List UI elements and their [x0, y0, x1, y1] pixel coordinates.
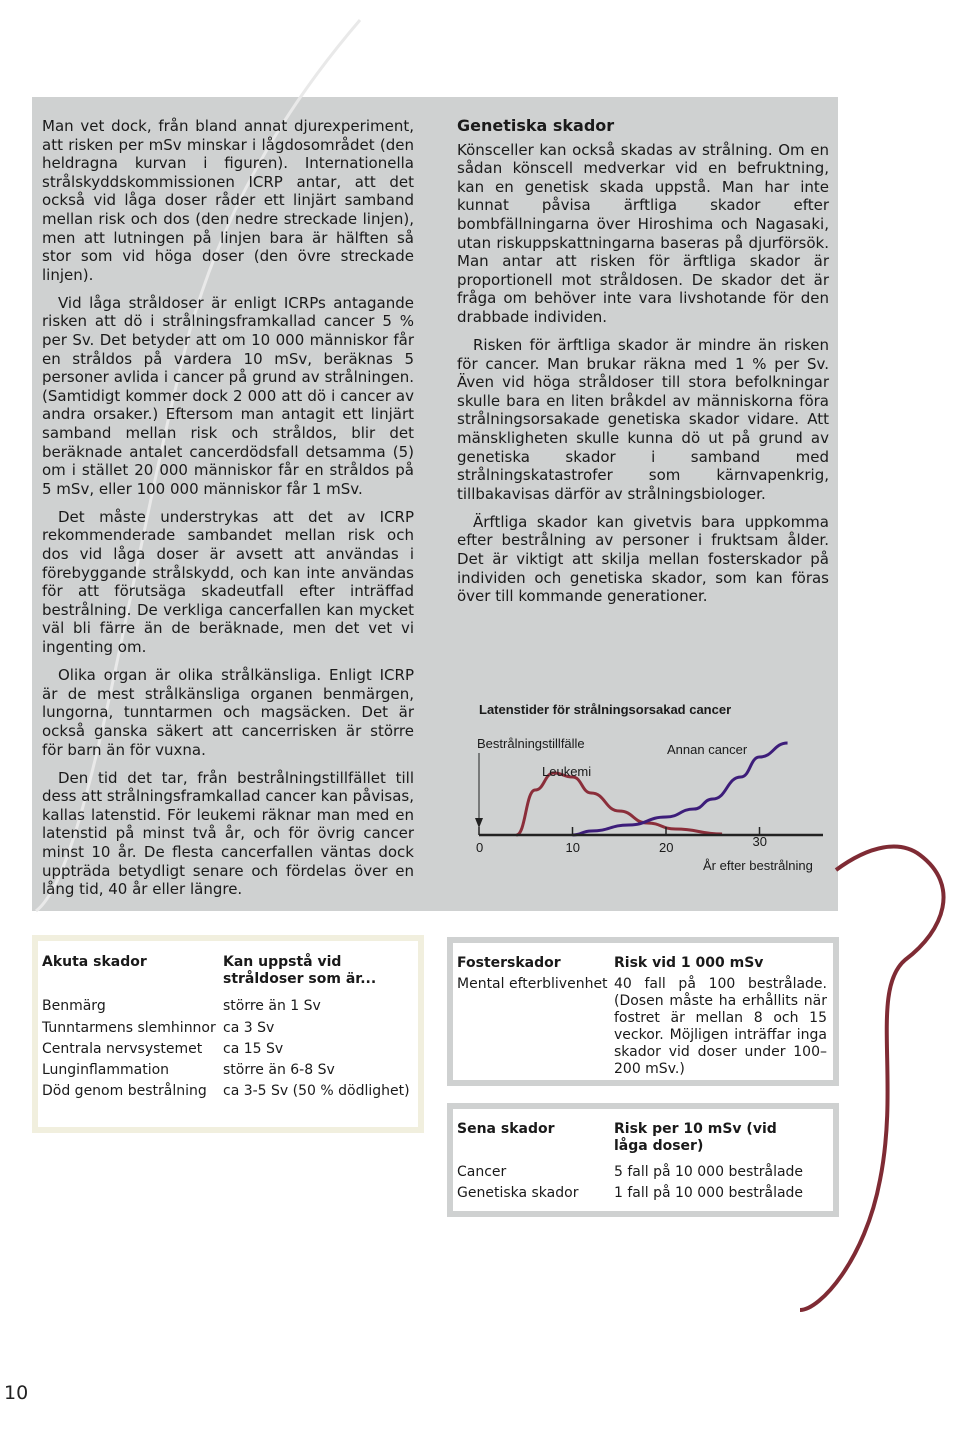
latency-chart-svg: [460, 690, 840, 890]
x-tick-label: 0: [476, 840, 484, 855]
x-tick-label: 30: [752, 834, 767, 849]
late-row-damage: Genetiska skador: [457, 1185, 579, 1201]
x-tick-label: 10: [565, 840, 580, 855]
fetal-damage-table: [453, 943, 833, 1080]
fetal-header-risk: Risk vid 1 000 mSv: [614, 955, 764, 971]
acute-row-damage: Centrala nervsystemet: [42, 1041, 203, 1057]
acute-row-damage: Benmärg: [42, 998, 106, 1014]
acute-header-damage: Akuta skador: [42, 954, 147, 970]
acute-header-dose: Kan uppstå vid stråldoser som är...: [223, 954, 377, 987]
acute-damage-box: [32, 935, 424, 1133]
paragraph: Könsceller kan också skadas av strålning. Om en sådan könscell medverkar vid en befruktning, kan en genetisk skada uppstå. Man har inte kunnat påvisa ärftliga skador efter bombfällningarna över Hiroshima och Nagasaki, utan riskuppskattningarna baseras på djurförsök. Man antar att risken för ärftliga skador är proportionell mot stråldosen. De skador det är fråga om behöver inte vara livshotande för den drabbade individen.: [457, 140, 829, 326]
paragraph: Den tid det tar, från bestrålningstillfället till dess att strålningsframkallad cancer kan påvisas, kallas latenstid. För leukemi räknar man med en latenstid på minst två år, och för övrig cancer minst 10 år. De flesta cancerfallen väntas dock uppträda betydligt senare och fördelas över en lång tid, 40 år eller längre.: [42, 768, 414, 899]
x-axis-label: År efter bestrålning: [703, 858, 813, 873]
page-number: 10: [4, 1382, 29, 1404]
acute-row-damage: Tunntarmens slemhinnor: [42, 1020, 216, 1036]
latency-chart: [460, 690, 840, 890]
acute-row-dose: större än 6-8 Sv: [223, 1062, 335, 1078]
left-column: [42, 117, 414, 908]
paragraph: Man vet dock, från bland annat djurexperiment, att risken per mSv minskar i lågdosområdet (den heldragna kurvan i figuren). Internationella strålskyddskommissionen ICRP antar, att det också vid låga doser råder ett linjärt samband mellan risk och dos (den nedre streckade linjen), men att lutningen på linjen bara är hälften så stor som vid höga doser (den övre streckade linjen).: [42, 117, 414, 284]
fetal-header-damage: Fosterskador: [457, 955, 561, 971]
chart-title: Latenstider för strålningsorsakad cancer: [479, 702, 732, 717]
series-label-leukemia: Leukemi: [542, 764, 592, 779]
late-header-risk: Risk per 10 mSv (vid låga doser): [614, 1121, 777, 1154]
fetal-damage-box: [447, 937, 839, 1086]
acute-row-dose: ca 3-5 Sv (50 % dödlighet): [223, 1083, 410, 1099]
acute-row-damage: Lunginflammation: [42, 1062, 170, 1078]
fetal-row-label: Mental efterblivenhet: [457, 976, 608, 992]
acute-row-damage: Död genom bestrålning: [42, 1083, 207, 1099]
paragraph: Ärftliga skador kan givetvis bara uppkomma efter bestrålning av personer i fruktsam ålder. Det är viktigt att skilja mellan fosterskador på individen och genetiska skador, som kan föras över till kommande generationer.: [457, 512, 829, 606]
paragraph: Det måste understrykas att det av ICRP rekommenderade sambandet mellan risk och dos vid låga doser är avsett att användas i förebyggande strålskydd, och kan inte användas för att förutsäga skadeutfall efter inträffad bestrålning. De verkliga cancerfallen kan mycket väl bli färre än de beräknade, men det vet vi ingenting om.: [42, 507, 414, 657]
paragraph: Vid låga stråldoser är enligt ICRPs antagande risken att dö i strålningsframkallad cancer 5 % per Sv. Det betyder att om 10 000 människor får en stråldos på vardera 10 mSv, beräknas 5 personer avlida i cancer på grund av strålningen. (Samtidigt kommer dock 2 000 att dö i cancer av andra orsaker.) Eftersom man antagit ett linjärt samband mellan risk och stråldos, blir det beräknade antalet cancerdödsfall detsamma (5) om i stället 20 000 människor får en stråldos på 5 mSv, eller 100 000 människor får 1 mSv.: [42, 293, 414, 498]
acute-row-dose: ca 3 Sv: [223, 1020, 275, 1036]
late-row-damage: Cancer: [457, 1164, 507, 1180]
paragraph: Risken för ärftliga skador är mindre än risken för cancer. Man brukar räkna med 1 % per Sv. Även vid höga stråldoser till stora befolkningar skulle bara en liten bråkdel av människorna föra strålningsorsakade genetiska skador vidare. Att mänskligheten skulle kunna dö ut på grund av genetiska skador i samband med strålningskatastrofer som kärnvapenkrig, tillbakavisas därför av strålningsbiologer.: [457, 336, 829, 503]
late-row-risk: 5 fall på 10 000 bestrålade: [614, 1164, 804, 1180]
late-damage-table: [453, 1109, 833, 1211]
series-label-other-cancer: Annan cancer: [667, 742, 748, 757]
late-header-damage: Sena skador: [457, 1121, 555, 1137]
annotation-arrow-head: [475, 818, 483, 828]
chart-annotation: Bestrålningstillfälle: [477, 736, 585, 751]
paragraph: Olika organ är olika strålkänsliga. Enligt ICRP är de mest strålkänsliga organen benmärgen, lungorna, tunntarmen och magsäcken. Det är också ganska säkert att cancerrisken är större för barn än för vuxna.: [42, 666, 414, 759]
acute-row-dose: större än 1 Sv: [223, 998, 321, 1014]
late-damage-box: [447, 1103, 839, 1217]
right-column: [457, 117, 829, 615]
acute-damage-table: [38, 941, 418, 1127]
late-row-risk: 1 fall på 10 000 bestrålade: [614, 1185, 804, 1201]
acute-row-dose: ca 15 Sv: [223, 1041, 284, 1057]
fetal-row-value: 40 fall på 100 bestrålade. (Dosen måste ha erhållits när fostret är mellan 8 och 15 veckor. Möjligen inträffar inga skador vid doser under 100–200 mSv.): [614, 976, 827, 1077]
x-tick-label: 20: [659, 840, 674, 855]
section-heading: Genetiska skador: [457, 116, 615, 135]
